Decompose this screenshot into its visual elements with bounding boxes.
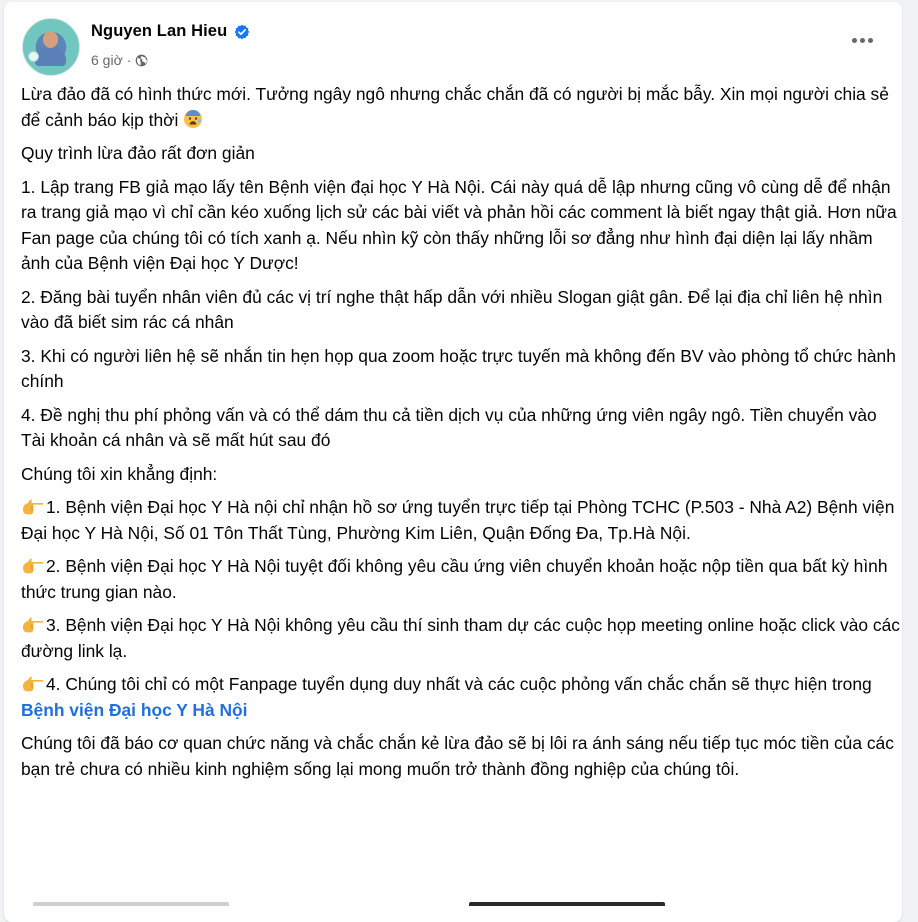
post-timestamp[interactable]: 6 giờ (91, 52, 123, 68)
post-paragraph-step-3: 3. Khi có người liên hệ sẽ nhắn tin hẹn họp qua zoom hoặc trực tuyến mà không đến BV vào phòng tổ chức hành chính (21, 345, 896, 391)
post-card (4, 2, 902, 922)
author-avatar[interactable] (22, 18, 80, 76)
post-paragraph-closing: Chúng tôi đã báo cơ quan chức năng và chắc chắn kẻ lừa đảo sẽ bị lôi ra ánh sáng nếu tiếp tục móc tiền của các bạn trẻ chưa có nhiều kinh nghiệm sống lại mong muốn trở thành đồng nghiệp của chúng tôi. (21, 733, 894, 779)
author-name-row (91, 22, 250, 41)
hospital-page-link[interactable]: Bệnh viện Đại học Y Hà Nội (21, 699, 248, 720)
post-body (21, 82, 901, 790)
attached-image-left[interactable] (33, 902, 229, 906)
post-options-button[interactable] (844, 28, 880, 52)
post-paragraph-step-2: 2. Đăng bài tuyển nhân viên đủ các vị trí nghe thật hấp dẫn với nhiều Slogan giật gân. Để lại địa chỉ liên hệ nhìn vào đã biết sim rác cá nhân (21, 286, 883, 332)
avatar-frame-badge-icon (28, 51, 39, 62)
post-paragraph-affirm-1: 1. Bệnh viện Đại học Y Hà nội chỉ nhận hồ sơ ứng tuyển trực tiếp tại Phòng TCHC (P.503 - Nhà A2) Bệnh viện Đại học Y Hà Nội, Số 01 Tôn Thất Tùng, Phường Kim Liên, Quận Đống Đa, Tp.Hà Nội. (21, 497, 895, 543)
globe-icon[interactable] (135, 54, 148, 67)
more-dot-icon (860, 38, 865, 43)
post-paragraph-affirm-2: 2. Bệnh viện Đại học Y Hà Nội tuyệt đối không yêu cầu ứng viên chuyển khoản hoặc nộp tiền qua bất kỳ hình thức trung gian nào. (21, 556, 888, 602)
attached-image-right[interactable] (469, 902, 665, 906)
pointing-right-emoji-icon (21, 556, 45, 574)
post-paragraph-affirm-4: 4. Chúng tôi chỉ có một Fanpage tuyển dụng duy nhất và các cuộc phỏng vấn chắc chắn sẽ thực hiện trong Bệnh viện Đại học Y Hà Nội (21, 674, 872, 720)
post-meta (91, 52, 148, 68)
avatar-figure-body (35, 46, 66, 66)
author-name[interactable]: Nguyen Lan Hieu (91, 22, 228, 40)
post-header (4, 2, 902, 77)
post-paragraph-step-4: 4. Đề nghị thu phí phỏng vấn và có thể dám thu cả tiền dịch vụ của những ứng viên ngây ngô. Tiền chuyển vào Tài khoản cá nhân và sẽ mất hút sau đó (21, 404, 877, 450)
post-paragraph-step-1: 1. Lập trang FB giả mạo lấy tên Bệnh viện đại học Y Hà Nội. Cái này quá dễ lập nhưng cũng vô cùng dễ để nhận ra trang giả mạo vì chỉ cần kéo xuống lịch sử các bài viết và phản hồi các comment là biết ngay thật giả. Hơn nữa Fan page của chúng tôi có tích xanh ạ. Nếu nhìn kỹ còn thấy những lỗi sơ đẳng như hình đại diện lại lấy nhầm ảnh của Bệnh viện Đại học Y Dược! (21, 176, 897, 273)
verified-badge-icon (234, 24, 250, 40)
pointing-right-emoji-icon (21, 674, 45, 692)
anxious-face-emoji-icon (183, 109, 203, 129)
post-paragraph-affirm-3: 3. Bệnh viện Đại học Y Hà Nội không yêu cầu thí sinh tham dự các cuộc họp meeting online hoặc click vào các đường link lạ. (21, 615, 900, 661)
pointing-right-emoji-icon (21, 497, 45, 515)
more-dot-icon (852, 38, 857, 43)
meta-separator: · (126, 52, 132, 68)
pointing-right-emoji-icon (21, 615, 45, 633)
post-paragraph-affirm-heading: Chúng tôi xin khẳng định: (21, 463, 218, 484)
post-paragraph-process-heading: Quy trình lừa đảo rất đơn giản (21, 143, 255, 163)
more-dot-icon (868, 38, 873, 43)
post-paragraph-intro: Lừa đảo đã có hình thức mới. Tưởng ngây ngô nhưng chắc chắn đã có người bị mắc bẫy. Xin mọi người chia sẻ để cảnh báo kịp thời (21, 84, 889, 130)
avatar-figure-face (43, 31, 58, 48)
